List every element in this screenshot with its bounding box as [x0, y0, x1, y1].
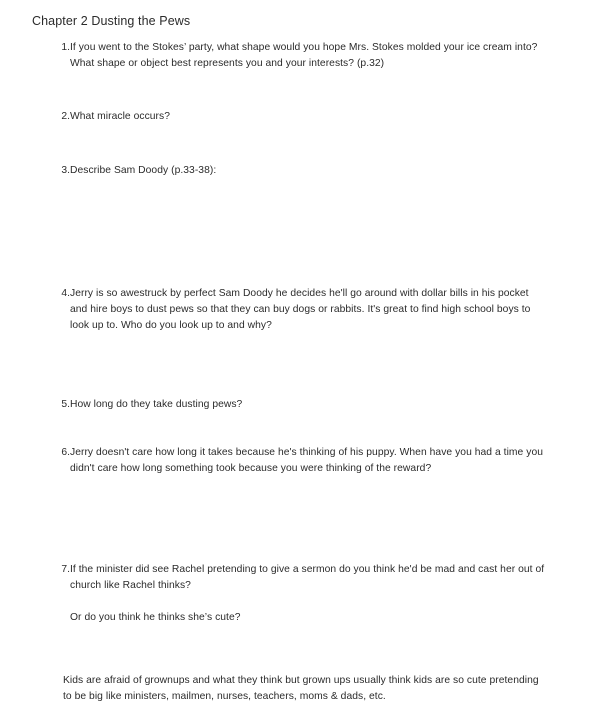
question-text-7: If the minister did see Rachel pretending to give a sermon do you think he'd be mad and cast her out of church like Rachel thinks? [70, 564, 545, 591]
question-number-3: 3. [61, 165, 70, 176]
question-text-6: Jerry doesn't care how long it takes because he's thinking of his puppy. When have you had a time you didn't care how long something took because you were thinking of the reward? [70, 447, 543, 474]
question-item-7 [52, 562, 548, 705]
page-title: Chapter 2 Dusting the Pews [32, 14, 191, 28]
question-text-5: How long do they take dusting pews? [70, 399, 243, 410]
question-body-3 [70, 163, 548, 179]
question-body-2 [70, 109, 548, 125]
question-number-4: 4. [61, 288, 70, 299]
question-text-3: Describe Sam Doody (p.33-38): [70, 165, 217, 176]
question-item-6 [52, 445, 548, 477]
question-text-4: Jerry is so awestruck by perfect Sam Doody he decides he'll go around with dollar bills in his pocket and hire boys to dust pews so that they can buy dogs or rabbits. It's great to find high school boys to look up to. Who do you look up to and why? [70, 288, 531, 331]
question-body-4 [70, 286, 548, 334]
question-number-7: 7. [61, 564, 70, 575]
question-item-2 [52, 109, 548, 125]
question-item-5 [52, 397, 548, 413]
question-body-7 [63, 562, 548, 705]
question-number-6: 6. [61, 447, 70, 458]
question-item-4 [52, 286, 548, 334]
question-body-1 [70, 40, 548, 72]
question-number-5: 5. [61, 399, 70, 410]
question-number-1: 1. [61, 42, 70, 53]
question-followup-7-2: Kids are afraid of grownups and what they think but grown ups usually think kids are so cute pretending to be big like ministers, mailmen, nurses, teachers, moms & dads, etc. [63, 675, 539, 702]
question-followup-7-1: Or do you think he thinks she’s cute? [70, 612, 241, 623]
question-item-1 [52, 40, 548, 72]
question-text-2: What miracle occurs? [70, 111, 170, 122]
question-body-6 [70, 445, 548, 477]
question-number-2: 2. [61, 111, 70, 122]
question-text-1: If you went to the Stokes’ party, what shape would you hope Mrs. Stokes molded your ice cream into? What shape or object best represents you and your interests? (p.32) [70, 42, 538, 69]
question-item-3 [52, 163, 548, 179]
question-body-5 [70, 397, 548, 413]
